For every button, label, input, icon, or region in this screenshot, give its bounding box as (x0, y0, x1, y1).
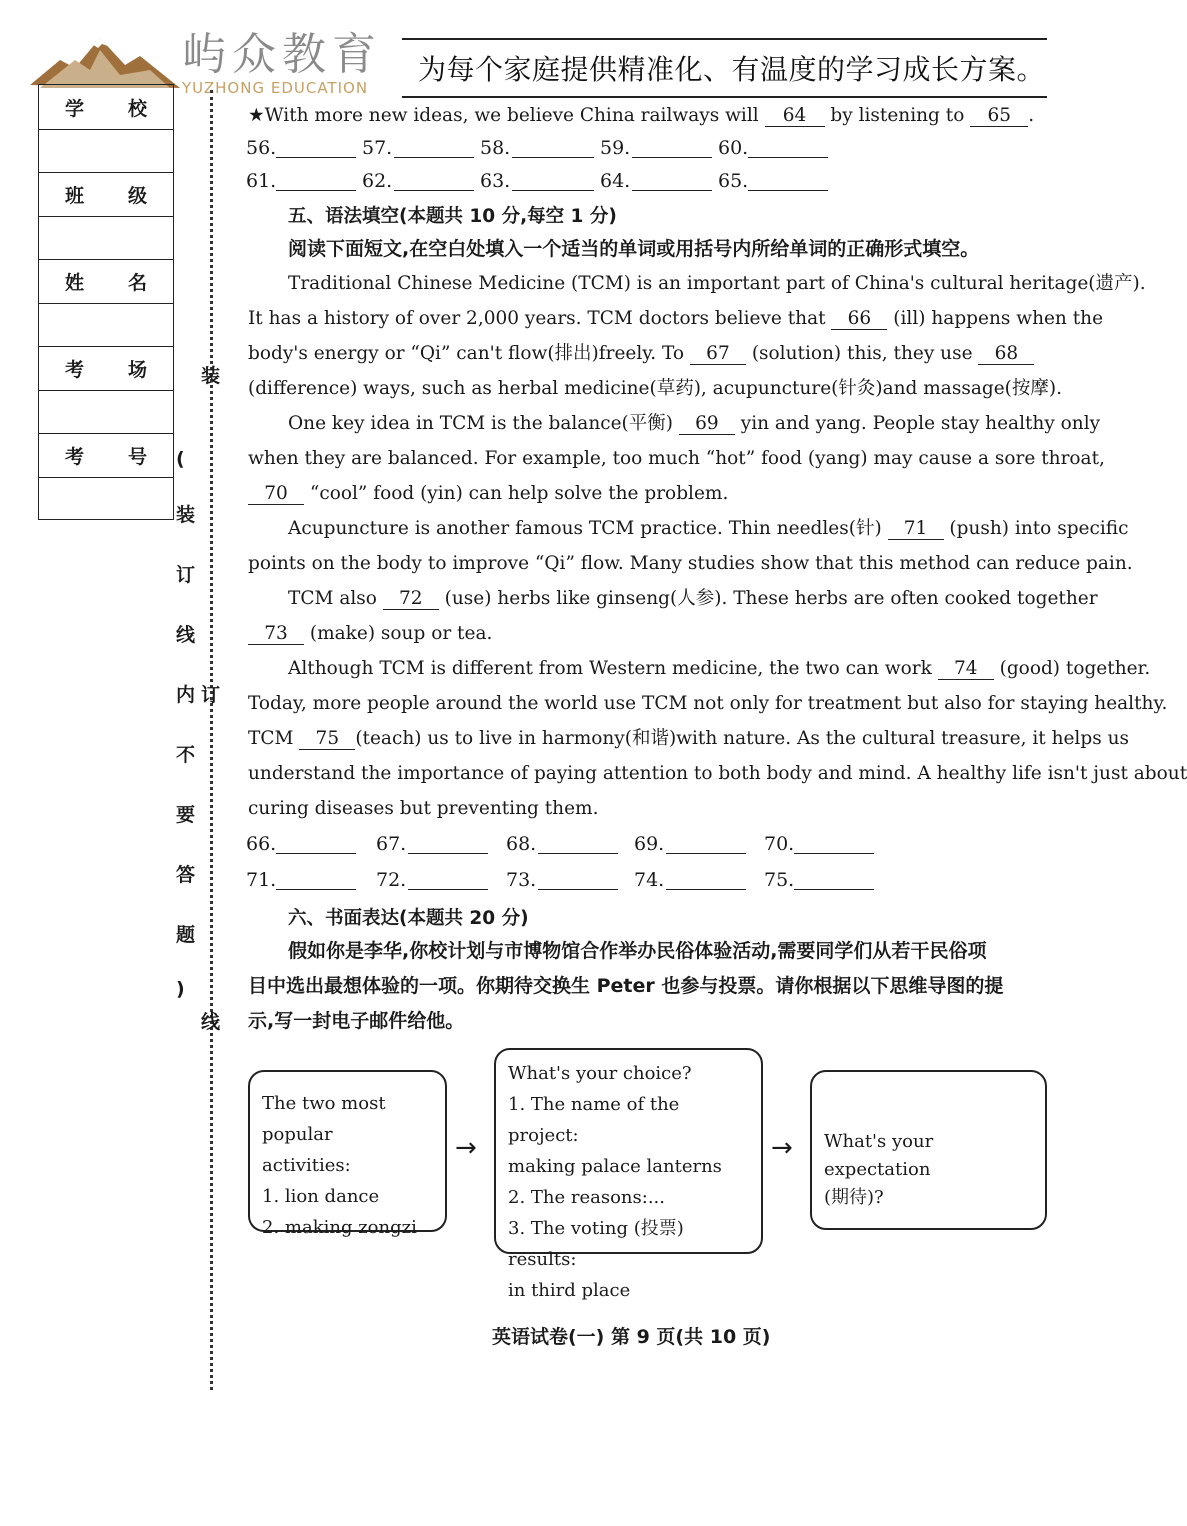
brand-name: 屿众教育 (182, 29, 382, 80)
binding-mark: ( (176, 448, 185, 470)
binding-mark: ) (176, 978, 185, 1000)
section6-title: 六、书面表达(本题共 20 分) (288, 908, 529, 929)
star-sentence: ★With more new ideas, we believe China railways will 64 by listening to 65 . (248, 105, 1035, 126)
answer-blank[interactable] (748, 170, 828, 191)
mountain-logo-icon (30, 30, 180, 90)
binding-mark: 答 (176, 864, 196, 886)
mindmap-box-your-choice: What's your choice? 1. The name of the project: making palace lanterns 2. The reasons:... 3. The voting (投票) results: in third place (494, 1048, 763, 1254)
binding-mark: 线 (176, 624, 196, 646)
slogan-text: 为每个家庭提供精准化、有温度的学习成长方案。 (418, 53, 1046, 86)
answer-blank[interactable] (276, 833, 356, 854)
binding-dotted-line (210, 90, 213, 1390)
binding-mark: 要 (176, 804, 196, 826)
section6-prompt-line: 示,写一封电子邮件给他。 (248, 1010, 465, 1032)
page-footer: 英语试卷(一) 第 9 页(共 10 页) (492, 1326, 771, 1348)
answer-blank[interactable] (276, 869, 356, 890)
name-field[interactable] (39, 304, 173, 347)
exam-no-label-row: 考 号 (39, 434, 173, 478)
answer-blank[interactable] (512, 137, 594, 158)
blank-70[interactable]: 70 (248, 484, 304, 505)
name-label-row: 姓 名 (39, 260, 173, 304)
blank-65[interactable]: 65 (970, 106, 1028, 127)
exam-room-field[interactable] (39, 391, 173, 434)
blank-69[interactable]: 69 (679, 414, 735, 435)
blank-74[interactable]: 74 (938, 659, 994, 680)
exam-no-field[interactable] (39, 478, 173, 519)
mindmap-box-expectation: What's your expectation (期待)? (810, 1070, 1047, 1230)
passage-line: 70 “cool” food (yin) can help solve the problem. (248, 482, 728, 506)
answer-blank[interactable] (632, 170, 712, 191)
answer-blank[interactable] (666, 833, 746, 854)
binding-mark: 装 (176, 504, 196, 526)
binding-mark: 不 (176, 744, 196, 766)
passage-line: TCM also 72 (use) herbs like ginseng(人参). These herbs are often cooked together (288, 588, 1098, 609)
passage-line: It has a history of over 2,000 years. TCM doctors believe that 66 (ill) happens when the (248, 308, 1104, 329)
passage-line: understand the importance of paying attention to both body and mind. A healthy life isn't just about (248, 763, 1187, 784)
passage-line: (difference) ways, such as herbal medicine(草药), acupuncture(针灸)and massage(按摩). (248, 378, 1062, 399)
binding-mark: 题 (176, 924, 196, 946)
passage-line: Traditional Chinese Medicine (TCM) is an important part of China's cultural heritage(遗产). (288, 273, 1146, 294)
answer-blank[interactable] (794, 833, 874, 854)
passage-line: Acupuncture is another famous TCM practice. Thin needles(针) 71 (push) into specific (288, 518, 1129, 539)
answer-blank[interactable] (394, 170, 474, 191)
section5-title: 五、语法填空(本题共 10 分,每空 1 分) (288, 206, 617, 227)
passage-line: 73 (make) soup or tea. (248, 622, 492, 646)
answer-blank[interactable] (666, 869, 746, 890)
binding-mark: 装 (201, 365, 221, 387)
section5-instruction: 阅读下面短文,在空白处填入一个适当的单词或用括号内所给单词的正确形式填空。 (288, 238, 980, 260)
passage-line: curing diseases but preventing them. (248, 798, 599, 819)
answer-blank[interactable] (512, 170, 594, 191)
binding-mark: 订 (176, 564, 196, 586)
blank-68[interactable]: 68 (978, 344, 1034, 365)
answer-blank[interactable] (276, 137, 356, 158)
answer-blank[interactable] (748, 137, 828, 158)
blank-75[interactable]: 75 (299, 729, 355, 750)
school-field[interactable] (39, 130, 173, 173)
binding-mark: 内 (176, 684, 196, 706)
answer-blank[interactable] (394, 137, 474, 158)
blank-66[interactable]: 66 (831, 309, 887, 330)
answer-blank[interactable] (632, 137, 712, 158)
passage-line: TCM 75 (teach) us to live in harmony(和谐)with nature. As the cultural treasure, it helps us (248, 728, 1129, 749)
blank-73[interactable]: 73 (248, 624, 304, 645)
binding-mark: 线 (201, 1011, 221, 1033)
student-info-table (38, 84, 174, 520)
class-field[interactable] (39, 217, 173, 260)
right-arrow-icon: → (771, 1133, 793, 1163)
passage-line: points on the body to improve “Qi” flow. Many studies show that this method can reduce pain. (248, 553, 1133, 574)
passage-line: One key idea in TCM is the balance(平衡) 69 yin and yang. People stay healthy only (288, 413, 1101, 434)
right-arrow-icon: → (455, 1133, 477, 1163)
exam-room-label-row: 考 场 (39, 347, 173, 391)
answer-blank[interactable] (538, 833, 618, 854)
answer-blank[interactable] (276, 170, 356, 191)
binding-mark: 订 (201, 684, 221, 706)
blank-64[interactable]: 64 (765, 106, 825, 127)
class-label-row: 班 级 (39, 173, 173, 217)
answer-blank[interactable] (538, 869, 618, 890)
passage-line: body's energy or “Qi” can't flow(排出)freely. To 67 (solution) this, they use 68 (248, 342, 1034, 366)
answer-blank[interactable] (408, 833, 488, 854)
section6-prompt-line: 假如你是李华,你校计划与市博物馆合作举办民俗体验活动,需要同学们从若干民俗项 (288, 940, 987, 962)
blank-72[interactable]: 72 (383, 589, 439, 610)
blank-67[interactable]: 67 (690, 344, 746, 365)
passage-line: when they are balanced. For example, too much “hot” food (yang) may cause a sore throat, (248, 448, 1105, 469)
blank-71[interactable]: 71 (888, 519, 944, 540)
brand-name-en: YUZHONG EDUCATION (182, 79, 369, 97)
passage-line: Although TCM is different from Western medicine, the two can work 74 (good) together. (288, 658, 1151, 679)
answer-blank[interactable] (794, 869, 874, 890)
section6-prompt-line: 目中选出最想体验的一项。你期待交换生 Peter 也参与投票。请你根据以下思维导图的提 (248, 975, 1004, 997)
school-label-row: 学 校 (39, 85, 173, 130)
passage-line: Today, more people around the world use TCM not only for treatment but also for staying healthy. (248, 693, 1168, 714)
answer-blank[interactable] (408, 869, 488, 890)
mindmap-box-popular-activities: The two most popular activities: 1. lion dance 2. making zongzi (248, 1070, 447, 1232)
